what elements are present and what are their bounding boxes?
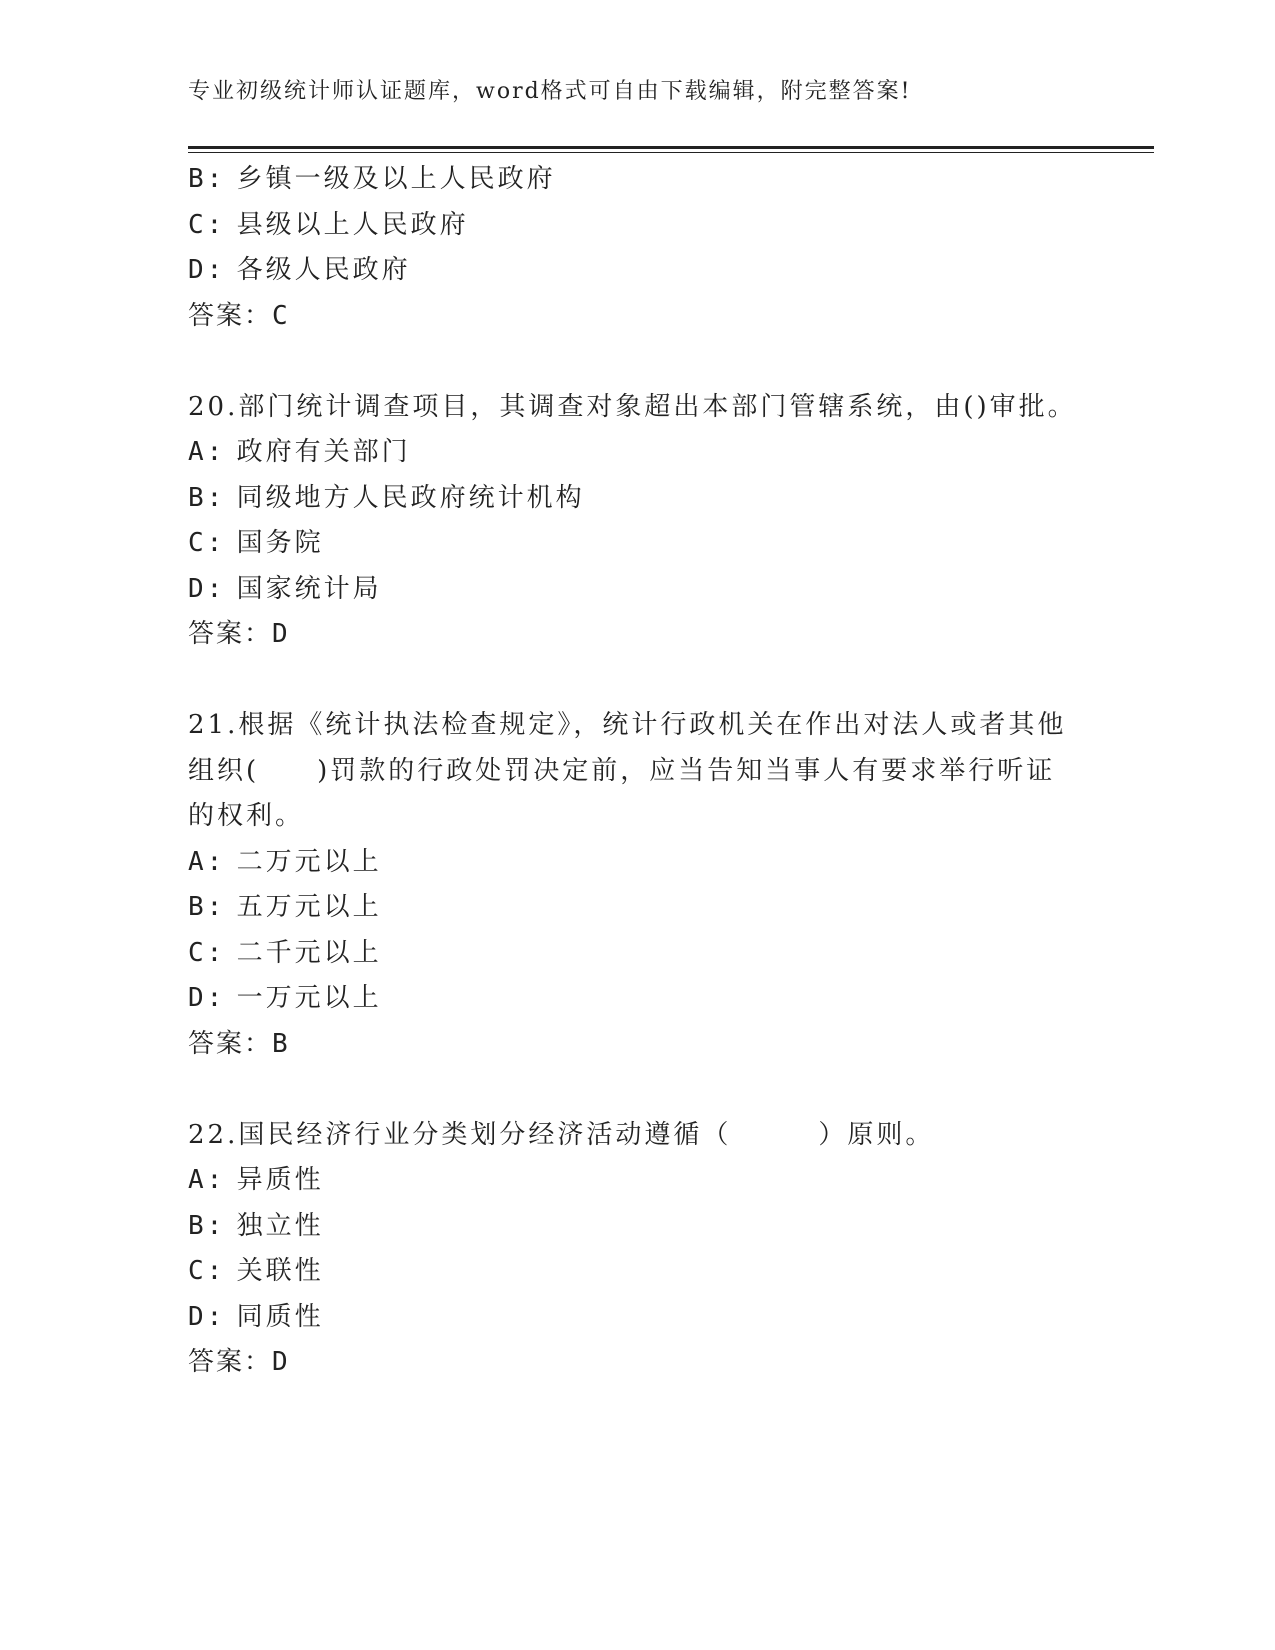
option-d: D: 同质性 xyxy=(188,1301,324,1332)
question-stem: 22.国民经济行业分类划分经济活动遵循（ ）原则。 xyxy=(188,1119,935,1150)
question-20 xyxy=(188,385,1088,658)
question-21 xyxy=(188,703,1088,1067)
option-c: C: 国务院 xyxy=(188,528,324,558)
question-stem: 20.部门统计调查项目，其调查对象超出本部门管辖系统，由()审批。 xyxy=(188,391,1077,422)
option-a: A: 二万元以上 xyxy=(188,846,382,877)
answer: 答案：D xyxy=(188,1347,290,1377)
option-b: B: 五万元以上 xyxy=(188,892,382,922)
option-a: A: 政府有关部门 xyxy=(188,437,411,467)
option-b: B: 独立性 xyxy=(188,1210,324,1241)
option-c: C: 关联性 xyxy=(188,1256,324,1286)
question-stem: 组织( )罚款的行政处罚决定前，应当告知当事人有要求举行听证 xyxy=(188,755,1056,786)
header-rule-thick xyxy=(188,146,1154,149)
option-d: D: 国家统计局 xyxy=(188,573,382,604)
question-22 xyxy=(188,1113,1088,1386)
option-c: C: 二千元以上 xyxy=(188,937,382,968)
option-c: C: 县级以上人民政府 xyxy=(188,209,469,240)
option-b: B: 同级地方人民政府统计机构 xyxy=(188,482,585,513)
answer: 答案：B xyxy=(188,1028,290,1059)
question-stem: 的权利。 xyxy=(188,801,305,831)
question-stem: 21.根据《统计执法检查规定》，统计行政机关在作出对法人或者其他 xyxy=(188,710,1067,740)
option-d: D: 各级人民政府 xyxy=(188,255,411,285)
partial-question xyxy=(188,157,1088,339)
page-header: 专业初级统计师认证题库，word格式可自由下载编辑，附完整答案! xyxy=(188,79,912,104)
question-content xyxy=(188,157,1088,1386)
option-d: D: 一万元以上 xyxy=(188,983,382,1013)
option-b: B: 乡镇一级及以上人民政府 xyxy=(188,164,556,194)
answer: 答案：C xyxy=(188,300,290,331)
option-a: A: 异质性 xyxy=(188,1165,324,1195)
header-rule-thin xyxy=(188,152,1154,153)
answer: 答案：D xyxy=(188,619,290,649)
